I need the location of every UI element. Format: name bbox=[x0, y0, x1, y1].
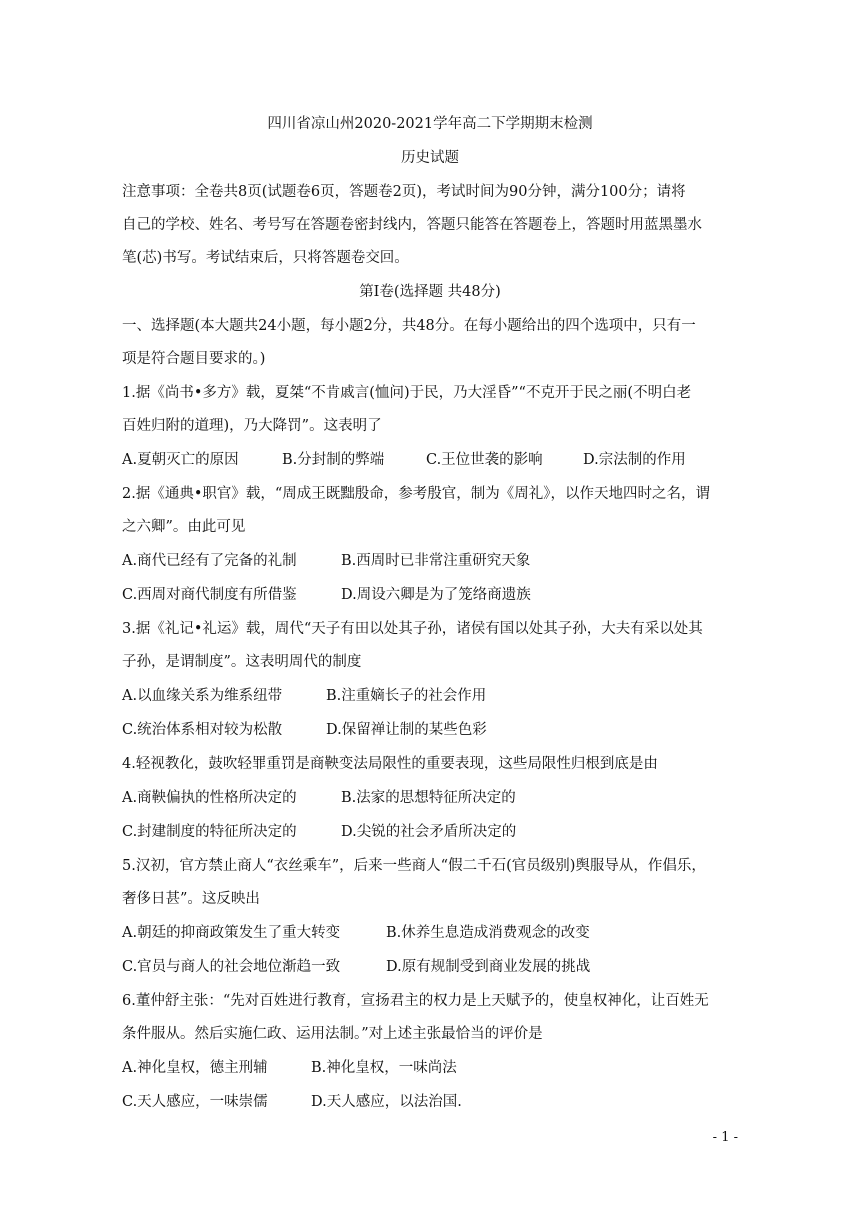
notice-line: 注意事项：全卷共8页(试题卷6页，答题卷2页)，考试时间为90分钟，满分100分；请将 bbox=[122, 184, 686, 200]
question-stem: 百姓归附的道理)，乃大降罚”。这表明了 bbox=[122, 418, 382, 434]
option-b: B.休养生息造成消费观念的改变 bbox=[386, 925, 590, 941]
option-c: C.王位世袭的影响 bbox=[426, 452, 543, 468]
question-stem: 2.据《通典•职官》载，“周成王既黜殷命，参考殷官，制为《周礼》，以作天地四时之名，谓 bbox=[122, 486, 711, 502]
option-a: A.以血缘关系为维系纽带 bbox=[122, 688, 283, 704]
option-d: D.尖锐的社会矛盾所决定的 bbox=[341, 824, 517, 840]
question-stem: 5.汉初，官方禁止商人“衣丝乘车”，后来一些商人“假二千石(官员级别)舆服导从，作倡乐， bbox=[122, 858, 706, 874]
option-a: A.神化皇权，德主刑辅 bbox=[122, 1060, 268, 1076]
option-b: B.分封制的弊端 bbox=[282, 452, 385, 468]
option-d: D.周设六卿是为了笼络商遗族 bbox=[341, 587, 531, 603]
page-number: - 1 - bbox=[712, 1130, 738, 1145]
option-b: B.神化皇权，一味尚法 bbox=[311, 1060, 457, 1076]
question-stem: 奢侈日甚”。这反映出 bbox=[122, 891, 260, 907]
option-d: D.天人感应，以法治国. bbox=[311, 1094, 462, 1110]
question-stem: 之六卿”。由此可见 bbox=[122, 519, 246, 535]
section-instructions: 一、选择题(本大题共24小题，每小题2分，共48分。在每小题给出的四个选项中，只有一 bbox=[122, 318, 696, 334]
question-stem: 条件服从。然后实施仁政、运用法制。”对上述主张最恰当的评价是 bbox=[122, 1026, 543, 1042]
question-stem: 3.据《礼记•礼运》载，周代“天子有田以处其子孙，诸侯有国以处其子孙，大夫有采以处其 bbox=[122, 621, 703, 637]
option-d: D.原有规制受到商业发展的挑战 bbox=[386, 959, 591, 975]
exam-subject: 历史试题 bbox=[401, 150, 459, 166]
question-stem: 4.轻视教化，鼓吹轻罪重罚是商鞅变法局限性的重要表现，这些局限性归根到底是由 bbox=[122, 756, 658, 772]
option-b: B.法家的思想特征所决定的 bbox=[341, 790, 516, 806]
option-c: C.封建制度的特征所决定的 bbox=[122, 824, 297, 840]
option-a: A.商鞅偏执的性格所决定的 bbox=[122, 790, 297, 806]
question-stem: 子孙，是谓制度”。这表明周代的制度 bbox=[122, 654, 362, 670]
option-c: C.官员与商人的社会地位渐趋一致 bbox=[122, 959, 341, 975]
notice-line: 自己的学校、姓名、考号写在答题卷密封线内，答题只能答在答题卷上，答题时用蓝黑墨水 bbox=[122, 217, 702, 233]
section-instructions: 项是符合题目要求的。) bbox=[122, 351, 266, 367]
option-b: B.西周时已非常注重研究天象 bbox=[341, 553, 531, 569]
option-d: D.宗法制的作用 bbox=[583, 452, 686, 468]
notice-line: 笔(芯)书写。考试结束后，只将答题卷交回。 bbox=[122, 250, 409, 266]
question-stem: 1.据《尚书•多方》载，夏桀“不肯戚言(恤问)于民，乃大淫昏”“不克开于民之丽(不明白老 bbox=[122, 385, 692, 401]
exam-title: 四川省凉山州2020-2021学年高二下学期期末检测 bbox=[267, 116, 593, 132]
option-a: A.商代已经有了完备的礼制 bbox=[122, 553, 297, 569]
option-d: D.保留禅让制的某些色彩 bbox=[326, 722, 487, 738]
option-c: C.西周对商代制度有所借鉴 bbox=[122, 587, 297, 603]
option-c: C.统治体系相对较为松散 bbox=[122, 722, 283, 738]
option-b: B.注重嫡长子的社会作用 bbox=[326, 688, 487, 704]
option-a: A.朝廷的抑商政策发生了重大转变 bbox=[122, 925, 341, 941]
option-a: A.夏朝灭亡的原因 bbox=[122, 452, 239, 468]
question-stem: 6.董仲舒主张：“先对百姓进行教育，宣扬君主的权力是上天赋予的，使皇权神化，让百姓无 bbox=[122, 993, 709, 1009]
option-c: C.天人感应，一味崇儒 bbox=[122, 1094, 268, 1110]
section-title: 第I卷(选择题 共48分) bbox=[359, 284, 501, 300]
